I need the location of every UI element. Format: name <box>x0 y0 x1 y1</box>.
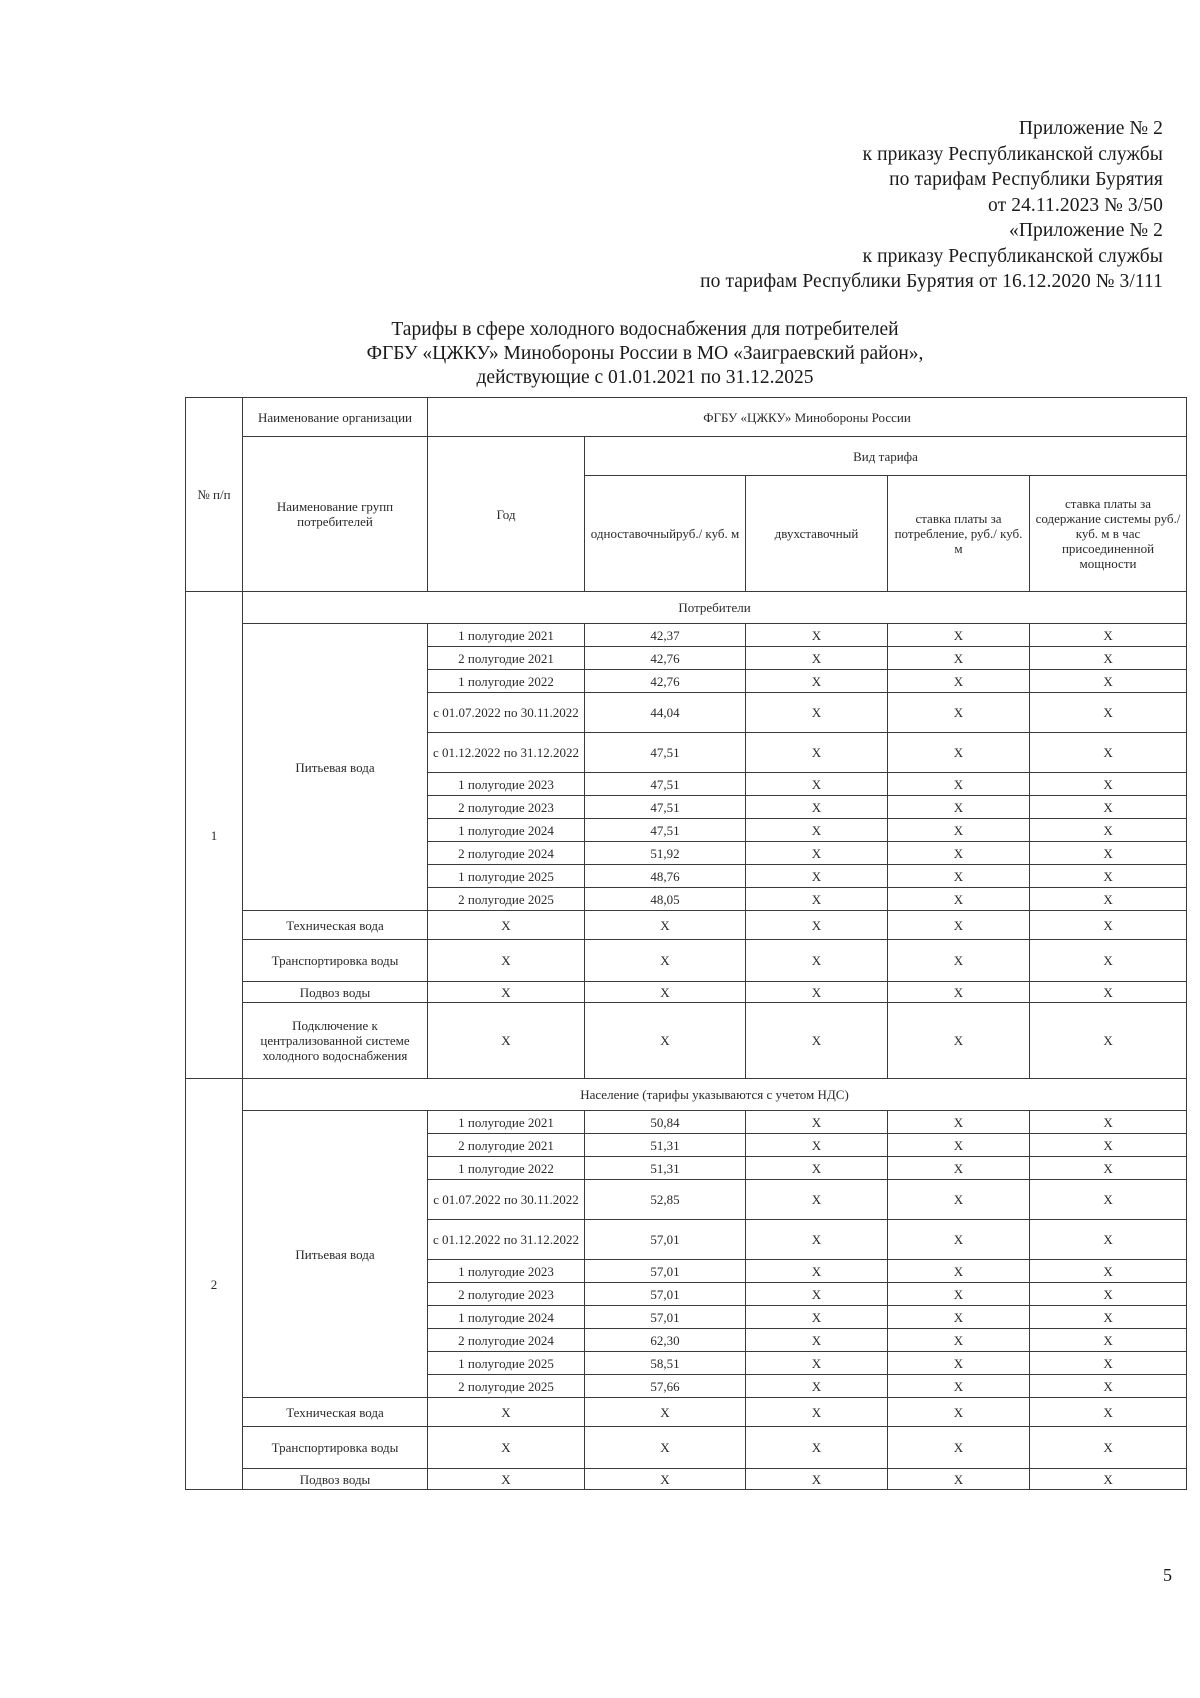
two-rate-cell: X <box>746 1180 888 1220</box>
x-cell: X <box>888 1427 1030 1469</box>
period-cell: 2 полугодие 2021 <box>428 647 585 670</box>
two-rate-cell: X <box>746 888 888 911</box>
period-cell: 2 полугодие 2025 <box>428 888 585 911</box>
x-cell: X <box>1030 1003 1187 1079</box>
table-row <box>186 624 1187 647</box>
period-cell: 1 полугодие 2024 <box>428 1306 585 1329</box>
x-cell: X <box>585 1003 746 1079</box>
period-cell: 1 полугодие 2021 <box>428 1111 585 1134</box>
x-cell: X <box>585 982 746 1003</box>
single-rate-cell: 57,01 <box>585 1260 746 1283</box>
period-cell: 1 полугодие 2024 <box>428 819 585 842</box>
two-rate-cell: X <box>746 819 888 842</box>
single-rate-cell: 57,66 <box>585 1375 746 1398</box>
header-two-rate: двухставочный <box>746 476 888 592</box>
single-rate-cell: 51,92 <box>585 842 746 865</box>
single-rate-cell: 58,51 <box>585 1352 746 1375</box>
group-drinking-water: Питьевая вода <box>243 1111 428 1398</box>
two-rate-cell: X <box>746 693 888 733</box>
single-rate-cell: 52,85 <box>585 1180 746 1220</box>
single-rate-cell: 47,51 <box>585 819 746 842</box>
single-rate-cell: 48,05 <box>585 888 746 911</box>
single-rate-cell: 51,31 <box>585 1157 746 1180</box>
x-cell: X <box>428 940 585 982</box>
section-number: 1 <box>186 592 243 1079</box>
maintenance-rate-cell: X <box>1030 1283 1187 1306</box>
single-rate-cell: 57,01 <box>585 1283 746 1306</box>
consumption-rate-cell: X <box>888 1375 1030 1398</box>
group-name-cell: Транспортировка воды <box>243 1427 428 1469</box>
two-rate-cell: X <box>746 1220 888 1260</box>
group-name-cell: Подвоз воды <box>243 982 428 1003</box>
table-row <box>186 1469 1187 1490</box>
period-cell: 2 полугодие 2023 <box>428 1283 585 1306</box>
consumption-rate-cell: X <box>888 1111 1030 1134</box>
table-row <box>186 1111 1187 1134</box>
period-cell: с 01.12.2022 по 31.12.2022 <box>428 1220 585 1260</box>
table-row <box>186 911 1187 940</box>
group-drinking-water: Питьевая вода <box>243 624 428 911</box>
maintenance-rate-cell: X <box>1030 1260 1187 1283</box>
header-maintenance-rate: ставка платы за содержание системы руб./куб. м в час присоединенной мощности <box>1030 476 1187 592</box>
group-name-cell: Техническая вода <box>243 1398 428 1427</box>
group-name-cell: Подключение к централизованной системе холодного водоснабжения <box>243 1003 428 1079</box>
x-cell: X <box>428 1469 585 1490</box>
maintenance-rate-cell: X <box>1030 888 1187 911</box>
consumption-rate-cell: X <box>888 693 1030 733</box>
x-cell: X <box>888 1003 1030 1079</box>
period-cell: 1 полугодие 2022 <box>428 670 585 693</box>
maintenance-rate-cell: X <box>1030 773 1187 796</box>
consumption-rate-cell: X <box>888 1260 1030 1283</box>
original-appendix-line: «Приложение № 2 <box>1008 220 1163 241</box>
two-rate-cell: X <box>746 670 888 693</box>
consumption-rate-cell: X <box>888 1180 1030 1220</box>
single-rate-cell: 51,31 <box>585 1134 746 1157</box>
maintenance-rate-cell: X <box>1030 693 1187 733</box>
period-cell: с 01.12.2022 по 31.12.2022 <box>428 733 585 773</box>
x-cell: X <box>1030 1469 1187 1490</box>
single-rate-cell: 62,30 <box>585 1329 746 1352</box>
period-cell: 1 полугодие 2021 <box>428 624 585 647</box>
section-title: Потребители <box>243 592 1187 624</box>
x-cell: X <box>888 940 1030 982</box>
x-cell: X <box>1030 911 1187 940</box>
two-rate-cell: X <box>746 647 888 670</box>
two-rate-cell: X <box>746 733 888 773</box>
consumption-rate-cell: X <box>888 773 1030 796</box>
single-rate-cell: 42,37 <box>585 624 746 647</box>
group-name-cell: Техническая вода <box>243 911 428 940</box>
period-cell: 2 полугодие 2024 <box>428 842 585 865</box>
x-cell: X <box>746 1427 888 1469</box>
maintenance-rate-cell: X <box>1030 670 1187 693</box>
maintenance-rate-cell: X <box>1030 842 1187 865</box>
header-consumption-rate: ставка платы за потребление, руб./ куб. м <box>888 476 1030 592</box>
document-title <box>190 318 1100 390</box>
x-cell: X <box>746 940 888 982</box>
period-cell: 1 полугодие 2022 <box>428 1157 585 1180</box>
maintenance-rate-cell: X <box>1030 1134 1187 1157</box>
x-cell: X <box>746 1398 888 1427</box>
x-cell: X <box>428 1003 585 1079</box>
consumption-rate-cell: X <box>888 647 1030 670</box>
period-cell: 2 полугодие 2023 <box>428 796 585 819</box>
period-cell: с 01.07.2022 по 30.11.2022 <box>428 693 585 733</box>
maintenance-rate-cell: X <box>1030 1157 1187 1180</box>
x-cell: X <box>1030 1398 1187 1427</box>
two-rate-cell: X <box>746 1134 888 1157</box>
x-cell: X <box>585 940 746 982</box>
single-rate-cell: 50,84 <box>585 1111 746 1134</box>
x-cell: X <box>1030 940 1187 982</box>
x-cell: X <box>746 1003 888 1079</box>
x-cell: X <box>888 911 1030 940</box>
header-groups: Наименование групп потребителей <box>243 437 428 592</box>
two-rate-cell: X <box>746 1111 888 1134</box>
title-line: действующие с 01.01.2021 по 31.12.2025 <box>476 367 814 388</box>
header-org-label: Наименование организации <box>243 398 428 437</box>
two-rate-cell: X <box>746 624 888 647</box>
maintenance-rate-cell: X <box>1030 1329 1187 1352</box>
x-cell: X <box>888 1469 1030 1490</box>
table-row <box>186 1427 1187 1469</box>
consumption-rate-cell: X <box>888 670 1030 693</box>
period-cell: с 01.07.2022 по 30.11.2022 <box>428 1180 585 1220</box>
consumption-rate-cell: X <box>888 1283 1030 1306</box>
single-rate-cell: 47,51 <box>585 796 746 819</box>
consumption-rate-cell: X <box>888 1220 1030 1260</box>
header-num: № п/п <box>186 398 243 592</box>
consumption-rate-cell: X <box>888 733 1030 773</box>
table-row <box>186 982 1187 1003</box>
x-cell: X <box>1030 1427 1187 1469</box>
maintenance-rate-cell: X <box>1030 865 1187 888</box>
x-cell: X <box>428 1398 585 1427</box>
consumption-rate-cell: X <box>888 1329 1030 1352</box>
period-cell: 1 полугодие 2025 <box>428 1352 585 1375</box>
header-year: Год <box>428 437 585 592</box>
single-rate-cell: 47,51 <box>585 773 746 796</box>
two-rate-cell: X <box>746 1306 888 1329</box>
table-row <box>186 1398 1187 1427</box>
single-rate-cell: 48,76 <box>585 865 746 888</box>
consumption-rate-cell: X <box>888 842 1030 865</box>
two-rate-cell: X <box>746 1283 888 1306</box>
maintenance-rate-cell: X <box>1030 1180 1187 1220</box>
consumption-rate-cell: X <box>888 865 1030 888</box>
two-rate-cell: X <box>746 773 888 796</box>
original-order-line: к приказу Республиканской службы <box>862 245 1163 267</box>
maintenance-rate-cell: X <box>1030 1375 1187 1398</box>
x-cell: X <box>585 911 746 940</box>
two-rate-cell: X <box>746 865 888 888</box>
consumption-rate-cell: X <box>888 888 1030 911</box>
table-row <box>186 1003 1187 1079</box>
maintenance-rate-cell: X <box>1030 819 1187 842</box>
page-number: 5 <box>1163 1565 1172 1585</box>
maintenance-rate-cell: X <box>1030 647 1187 670</box>
consumption-rate-cell: X <box>888 1134 1030 1157</box>
consumption-rate-cell: X <box>888 1352 1030 1375</box>
title-line: Тарифы в сфере холодного водоснабжения для потребителей <box>391 319 899 340</box>
period-cell: 2 полугодие 2025 <box>428 1375 585 1398</box>
two-rate-cell: X <box>746 842 888 865</box>
single-rate-cell: 44,04 <box>585 693 746 733</box>
maintenance-rate-cell: X <box>1030 624 1187 647</box>
two-rate-cell: X <box>746 1329 888 1352</box>
period-cell: 1 полугодие 2025 <box>428 865 585 888</box>
table-row <box>186 940 1187 982</box>
consumption-rate-cell: X <box>888 624 1030 647</box>
section-number: 2 <box>186 1079 243 1490</box>
maintenance-rate-cell: X <box>1030 1306 1187 1329</box>
x-cell: X <box>585 1398 746 1427</box>
consumption-rate-cell: X <box>888 796 1030 819</box>
two-rate-cell: X <box>746 1352 888 1375</box>
x-cell: X <box>585 1469 746 1490</box>
maintenance-rate-cell: X <box>1030 1352 1187 1375</box>
group-name-cell: Подвоз воды <box>243 1469 428 1490</box>
period-cell: 1 полугодие 2023 <box>428 1260 585 1283</box>
title-line: ФГБУ «ЦЖКУ» Минобороны России в МО «Заиграевский район», <box>366 343 924 364</box>
two-rate-cell: X <box>746 1157 888 1180</box>
x-cell: X <box>585 1427 746 1469</box>
maintenance-rate-cell: X <box>1030 796 1187 819</box>
consumption-rate-cell: X <box>888 819 1030 842</box>
period-cell: 2 полугодие 2024 <box>428 1329 585 1352</box>
period-cell: 1 полугодие 2023 <box>428 773 585 796</box>
single-rate-cell: 42,76 <box>585 670 746 693</box>
single-rate-cell: 57,01 <box>585 1220 746 1260</box>
period-cell: 2 полугодие 2021 <box>428 1134 585 1157</box>
x-cell: X <box>746 982 888 1003</box>
maintenance-rate-cell: X <box>1030 1220 1187 1260</box>
maintenance-rate-cell: X <box>1030 733 1187 773</box>
x-cell: X <box>428 982 585 1003</box>
x-cell: X <box>888 982 1030 1003</box>
x-cell: X <box>888 1398 1030 1427</box>
single-rate-cell: 42,76 <box>585 647 746 670</box>
appendix-line: Приложение № 2 <box>1018 118 1163 139</box>
x-cell: X <box>428 1427 585 1469</box>
order-line: к приказу Республиканской службы <box>862 143 1163 165</box>
section-title: Население (тарифы указываются с учетом НДС) <box>243 1079 1187 1111</box>
x-cell: X <box>428 911 585 940</box>
consumption-rate-cell: X <box>888 1157 1030 1180</box>
tariff-table <box>185 397 1187 1490</box>
order-date-line: от 24.11.2023 № 3/50 <box>988 194 1163 216</box>
maintenance-rate-cell: X <box>1030 1111 1187 1134</box>
two-rate-cell: X <box>746 1260 888 1283</box>
original-order-date-line: по тарифам Республики Бурятия от 16.12.2020 № 3/111 <box>700 271 1163 292</box>
single-rate-cell: 47,51 <box>585 733 746 773</box>
x-cell: X <box>1030 982 1187 1003</box>
x-cell: X <box>746 1469 888 1490</box>
order-reference-block <box>523 116 1163 295</box>
authority-line: по тарифам Республики Бурятия <box>889 169 1163 190</box>
consumption-rate-cell: X <box>888 1306 1030 1329</box>
group-name-cell: Транспортировка воды <box>243 940 428 982</box>
header-tariff-type: Вид тарифа <box>585 437 1187 476</box>
two-rate-cell: X <box>746 796 888 819</box>
two-rate-cell: X <box>746 1375 888 1398</box>
single-rate-cell: 57,01 <box>585 1306 746 1329</box>
x-cell: X <box>746 911 888 940</box>
header-single-rate: одноставочныйруб./ куб. м <box>585 476 746 592</box>
header-org-value: ФГБУ «ЦЖКУ» Минобороны России <box>428 398 1187 437</box>
